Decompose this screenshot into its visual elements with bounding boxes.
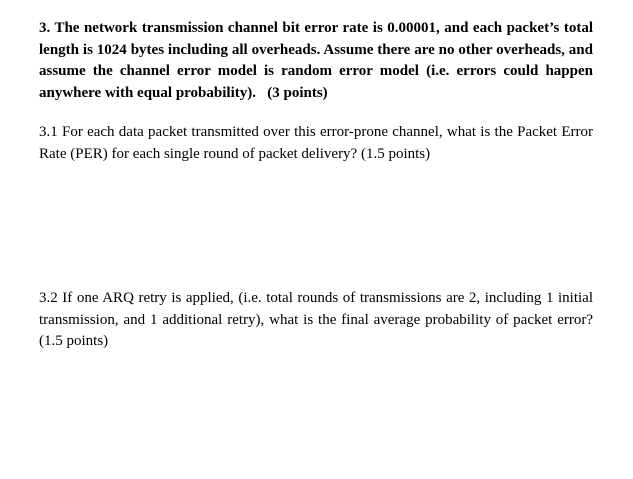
question-3-line-1: 3. The network transmission channel bit error rate is 0.00001, and each packet’s total — [39, 20, 593, 36]
question-3-1-line-2: Rate (PER) for each single round of packet delivery? (1.5 points) — [39, 145, 431, 162]
question-3-2 — [39, 288, 593, 353]
question-3-1 — [39, 122, 593, 165]
question-3-statement — [39, 18, 593, 104]
question-3-points: (3 points) — [267, 84, 328, 101]
question-3-line-4 — [39, 83, 593, 105]
question-3-2-line-3: (1.5 points) — [39, 333, 109, 349]
question-3-line-4-text: anywhere with equal probability). — [39, 84, 256, 101]
question-3-1-line-1: 3.1 For each data packet transmitted over this error-prone channel, what is the Packet Error — [39, 124, 593, 140]
question-3-line-3: assume the channel error model is random error model (i.e. errors could happen — [39, 63, 593, 79]
question-3-2-line-2: transmission, and 1 additional retry), what is the final average probability of packet error? — [39, 311, 593, 328]
question-3-line-2: length is 1024 bytes including all overheads. Assume there are no other overheads, and — [39, 41, 593, 58]
question-3-2-line-1: 3.2 If one ARQ retry is applied, (i.e. total rounds of transmissions are 2, including 1 initial — [39, 290, 593, 306]
